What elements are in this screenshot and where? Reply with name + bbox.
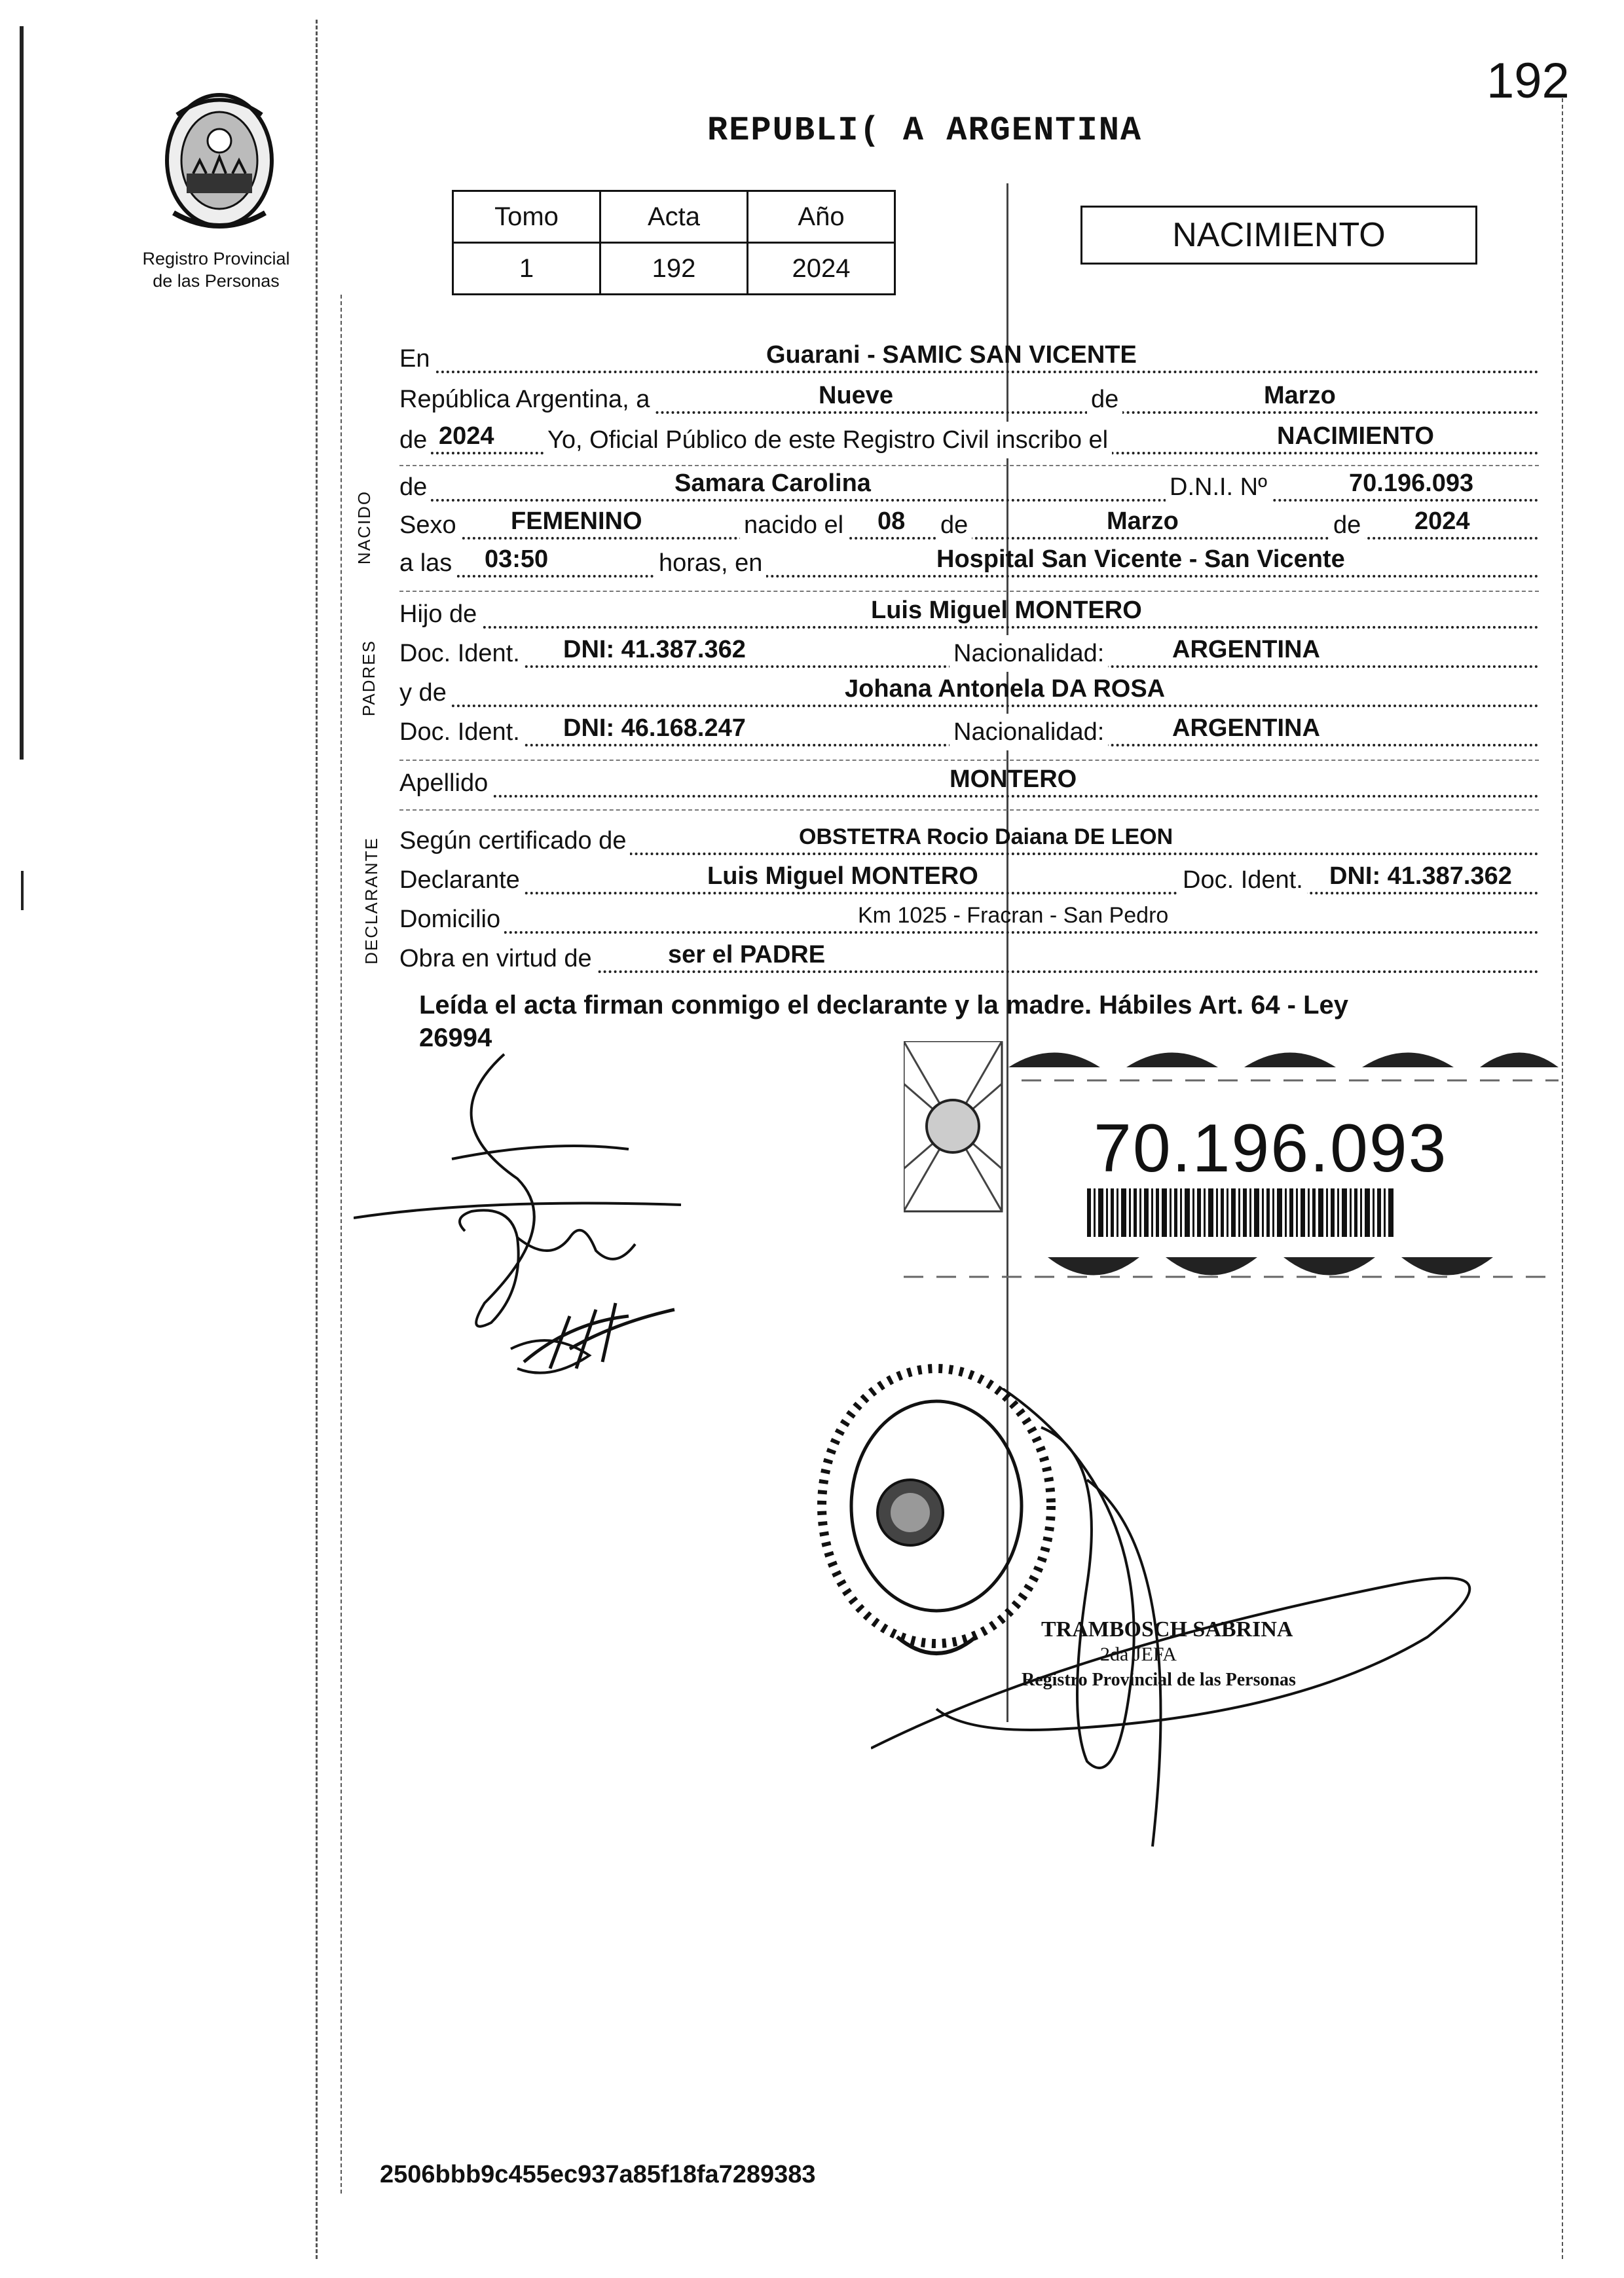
corner-number: 192: [1486, 53, 1570, 109]
scan-edge-line: [20, 26, 24, 760]
label-doc-father: Doc. Ident.: [399, 635, 524, 672]
label-a-las: a las: [399, 545, 456, 581]
value-ano: 2024: [748, 243, 895, 295]
document-hash: 2506bbb9c455ec937a85f18fa7289383: [380, 2161, 816, 2188]
fold-line-right: [1562, 98, 1563, 2259]
value-birth-day: 08: [877, 507, 906, 535]
row-sexo: [399, 507, 1539, 543]
section-nacido: NACIDO: [354, 490, 375, 565]
label-certificado: Según certificado de: [399, 822, 630, 859]
label-hijo-de: Hijo de: [399, 596, 481, 633]
value-month: Marzo: [1264, 382, 1336, 409]
logo-caption-line2: de las Personas: [153, 271, 280, 291]
row-time: [399, 545, 1539, 581]
value-declarante-doc: DNI: 41.387.362: [1329, 862, 1512, 890]
value-time: 03:50: [485, 545, 549, 573]
label-de-month: de: [1087, 381, 1122, 418]
fold-line-left: [316, 20, 318, 2259]
row-mother-doc: [399, 714, 1539, 750]
value-place: Guarani - SAMIC SAN VICENTE: [766, 341, 1137, 369]
row-father-doc: [399, 635, 1539, 672]
value-father: Luis Miguel MONTERO: [871, 597, 1142, 624]
label-sexo: Sexo: [399, 507, 460, 543]
page-title: REPUBLI( A ARGENTINA: [707, 111, 1143, 150]
row-mother: [399, 674, 1539, 711]
label-declarante: Declarante: [399, 862, 524, 898]
header-tomo: Tomo: [453, 191, 600, 243]
value-mother-doc: DNI: 46.168.247: [563, 714, 746, 742]
value-domicilio: Km 1025 - Fracran - San Pedro: [858, 903, 1169, 928]
row-nacido-name: [399, 469, 1539, 505]
label-nat-mother: Nacionalidad:: [950, 714, 1108, 750]
official-role: 2da JEFA: [1100, 1644, 1177, 1665]
legal-line-2: 26994: [419, 1023, 492, 1052]
section-padres: PADRES: [359, 640, 378, 716]
row-certificado: [399, 822, 1539, 859]
value-acta: 192: [600, 243, 748, 295]
logo-caption-line1: Registro Provincial: [142, 249, 290, 268]
value-day-words: Nueve: [819, 382, 894, 409]
label-horas: horas, en: [655, 545, 766, 581]
row-obra: [399, 940, 1539, 977]
province-seal-icon: [160, 88, 278, 239]
value-father-doc: DNI: 41.387.362: [563, 636, 746, 663]
row-republica: [399, 381, 1539, 418]
section-declarante: DECLARANTE: [361, 837, 381, 964]
label-apellido: Apellido: [399, 765, 492, 801]
value-child-name: Samara Carolina: [674, 469, 871, 497]
label-de-2: de: [936, 507, 972, 543]
registry-table: [452, 190, 896, 295]
header-acta: Acta: [600, 191, 748, 243]
value-birth-place: Hospital San Vicente - San Vicente: [936, 545, 1345, 573]
value-declarante: Luis Miguel MONTERO: [707, 862, 978, 890]
label-obra: Obra en virtud de: [399, 940, 596, 977]
logo-caption: [124, 248, 308, 292]
official-name: TRAMBOSCH SABRINA: [1041, 1617, 1293, 1642]
label-doc-mother: Doc. Ident.: [399, 714, 524, 750]
value-birth-month: Marzo: [1107, 507, 1179, 535]
fold-line-margin: [341, 295, 342, 2194]
sticker-number: 70.196.093: [1094, 1111, 1448, 1186]
record-type-box: NACIMIENTO: [1080, 206, 1477, 265]
value-birth-year: 2024: [1414, 507, 1470, 535]
legal-line-1: Leída el acta firman conmigo el declarante y la madre. Hábiles Art. 64 - Ley: [419, 991, 1349, 1020]
label-doc-decl: Doc. Ident.: [1179, 862, 1307, 898]
value-father-nat: ARGENTINA: [1172, 636, 1320, 663]
label-en: En: [399, 340, 434, 377]
value-mother: Johana Antonela DA ROSA: [845, 675, 1166, 703]
label-inscribe: Yo, Oficial Público de este Registro Civil inscribo el: [544, 422, 1112, 458]
value-child-dni: 70.196.093: [1349, 469, 1474, 497]
label-dni: D.N.I. Nº: [1166, 469, 1271, 505]
value-inscribe: NACIMIENTO: [1277, 422, 1434, 450]
row-father: [399, 596, 1539, 633]
row-domicilio: [399, 901, 1539, 938]
declarant-signature: [354, 1041, 720, 1408]
value-sexo: FEMENINO: [511, 507, 642, 535]
label-domicilio: Domicilio: [399, 901, 504, 938]
value-certificado: OBSTETRA Rocio Daiana DE LEON: [799, 824, 1173, 849]
separator: [399, 809, 1539, 811]
label-republica: República Argentina, a: [399, 381, 654, 418]
label-nat-father: Nacionalidad:: [950, 635, 1108, 672]
barcode-icon: [1087, 1188, 1395, 1237]
official-org: Registro Provincial de las Personas: [1022, 1670, 1296, 1690]
scan-edge-mark: [21, 871, 24, 910]
value-mother-nat: ARGENTINA: [1172, 714, 1320, 742]
value-year: 2024: [439, 422, 494, 450]
row-declarante: [399, 862, 1539, 898]
value-apellido: MONTERO: [950, 765, 1077, 793]
label-de-3: de: [1329, 507, 1365, 543]
value-obra: ser el PADRE: [668, 941, 826, 968]
label-nacido-el: nacido el: [740, 507, 847, 543]
label-de-year: de: [399, 422, 431, 458]
header-ano: Año: [748, 191, 895, 243]
label-y-de: y de: [399, 674, 451, 711]
label-de-name: de: [399, 469, 431, 505]
row-apellido: [399, 765, 1539, 801]
row-en: [399, 340, 1539, 377]
value-tomo: 1: [453, 243, 600, 295]
row-inscribe: [399, 422, 1539, 458]
